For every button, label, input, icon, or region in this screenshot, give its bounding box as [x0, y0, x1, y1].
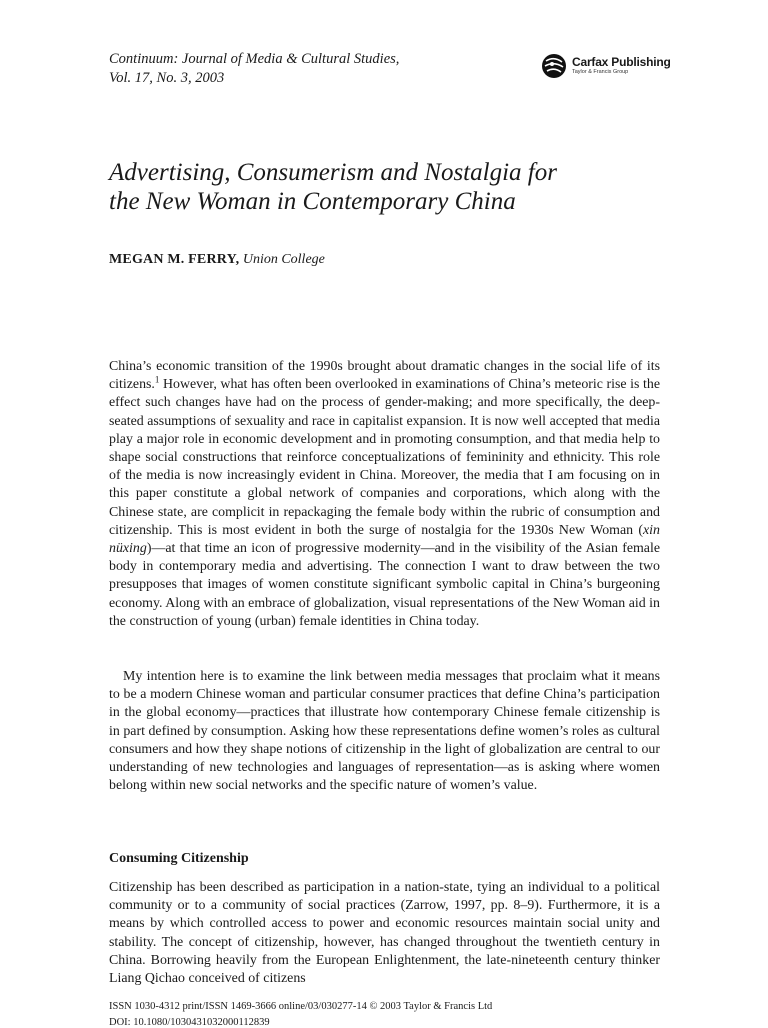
paragraph-2 — [109, 668, 660, 795]
paragraph-3-text: Citizenship has been described as participation in a nation-state, tying an individual to a political community or to a community of social practices (Zarrow, 1997, pp. 8–9). Furthermore, it is a means by which controlled access to power and economic resources maintain social unity and stability. The concept of citizenship, however, has changed throughout the twentieth century in China. Borrowing heavily from the European Enlightenment, the late-nineteenth century thinker Liang Qichao conceived of citizens — [109, 880, 660, 987]
publisher-name: Carfax Publishing — [572, 55, 671, 69]
footnote-marker[interactable]: 1 — [154, 374, 160, 385]
journal-name: Continuum: Journal of Media & Cultural Studies, — [109, 51, 400, 67]
article-title — [109, 158, 669, 216]
author-affiliation: Union College — [242, 252, 325, 267]
chinese-term: xin nüxing — [109, 522, 660, 557]
journal-citation — [109, 50, 399, 88]
paragraph-3 — [109, 879, 660, 988]
paragraph-2-text: My intention here is to examine the link between media messages that proclaim what it means to be a modern Chinese woman and particular consumer practices that define China’s participation in the global economy—practices that illustrate how contemporary Chinese female citizenship is in part defined by consumption. Asking how these representations define women’s roles as cultural consumers and how they shape notions of citizenship in the light of globalization are central to our understanding of new technologies and languages of representation—as is asking where women belong within new social networks and the specific nature of women’s value. — [109, 669, 660, 794]
section-heading: Consuming Citizenship — [109, 851, 249, 866]
article-title-line-2: the New Woman in Contemporary China — [109, 188, 516, 215]
author-name: MEGAN M. FERRY, — [109, 252, 240, 267]
publisher-logo — [540, 52, 671, 80]
doi-footer[interactable]: DOI: 10.1080/1030431032000112839 — [109, 1017, 270, 1028]
carfax-globe-icon — [540, 52, 568, 80]
article-title-line-1: Advertising, Consumerism and Nostalgia for — [109, 159, 557, 186]
publisher-group: Taylor & Francis Group — [572, 69, 629, 75]
journal-volume: Vol. 17, No. 3, 2003 — [109, 70, 225, 86]
paragraph-1-text-a: China’s economic transition of the 1990s brought about dramatic changes in the social life of its citizens. — [109, 359, 660, 393]
issn-footer: ISSN 1030-4312 print/ISSN 1469-3666 online/03/030277-14 © 2003 Taylor & Francis Ltd — [109, 1001, 493, 1012]
paragraph-1-text-c: )—at that time an icon of progressive modernity—and in the visibility of the Asian female body in contemporary media and advertising. The connection I want to draw between the two presupposes that images of women constitute significant symbolic capital in China’s burgeoning economy. Along with an embrace of globalization, visual representations of the New Woman aid in the construction of young (urban) female identities in China today. — [109, 541, 660, 629]
author-byline — [109, 252, 325, 268]
paragraph-1 — [109, 358, 660, 631]
paragraph-1-text-b: However, what has often been overlooked in examinations of China’s meteoric rise is the effect such changes have had on the process of gender-making; and more specifically, the deep-seated assumptions of sexuality and race in capitalist expansion. It is now well accepted that media play a major role in economic development and in promoting consumption, and that media help to shape social constructions that reinforce conceptualizations of femininity and ethnicity. This role of the media is now increasingly evident in China. Moreover, the media that I am focusing on in this paper constitute a global network of companies and corporations, which along with the Chinese state, are complicit in repackaging the female body within the rubric of consumption and citizenship. This is most evident in both the surge of nostalgia for the 1930s New Woman ( — [109, 377, 660, 538]
